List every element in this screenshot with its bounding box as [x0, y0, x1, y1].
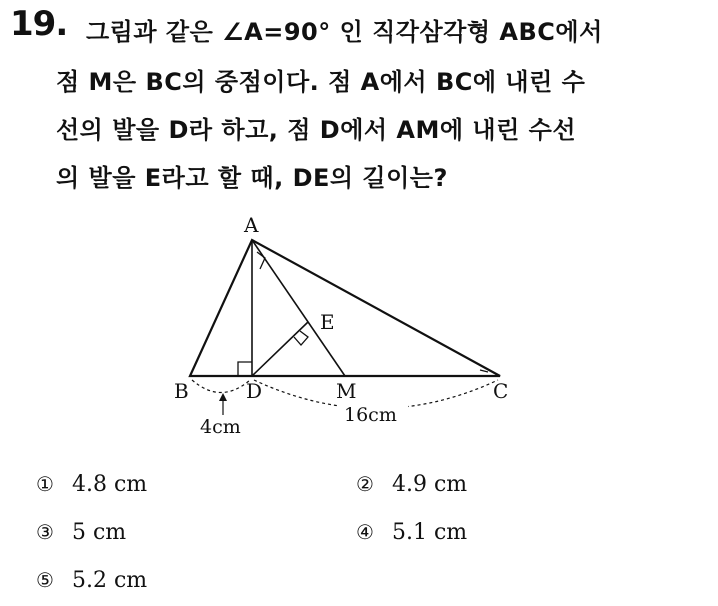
question-line-3: 선의 발을 D라 하고, 점 D에서 AM에 내린 수선	[56, 116, 577, 144]
question-line-4: 의 발을 E라고 할 때, DE의 길이는?	[56, 164, 448, 192]
choice-2[interactable]	[356, 472, 467, 497]
choice-4[interactable]	[356, 520, 467, 545]
choice-mark-5: ⑤	[36, 568, 54, 592]
choice-text-1: 4.8 cm	[72, 472, 148, 497]
label-e: E	[320, 310, 335, 334]
right-angle-a	[257, 252, 265, 269]
label-m: M	[336, 379, 357, 403]
angle-mark-c	[480, 370, 488, 372]
label-dc-length: 16cm	[344, 404, 397, 426]
choice-mark-4: ④	[356, 520, 374, 544]
arc-bd	[192, 380, 250, 393]
label-a: A	[244, 213, 259, 237]
label-c: C	[493, 379, 509, 403]
question-number: 19.	[10, 4, 68, 44]
triangle-figure	[160, 205, 540, 445]
choice-text-2: 4.9 cm	[392, 472, 468, 497]
triangle-abc	[190, 240, 500, 376]
choice-3[interactable]	[36, 520, 126, 545]
choice-1[interactable]	[36, 472, 147, 497]
choice-mark-1: ①	[36, 472, 54, 496]
right-angle-d	[238, 362, 252, 376]
question-line-1: 그림과 같은 ∠A=90° 인 직각삼각형 ABC에서	[86, 18, 603, 46]
label-d: D	[246, 379, 263, 403]
choice-text-3: 5 cm	[72, 520, 127, 545]
segment-de	[252, 322, 308, 376]
label-bd-length: 4cm	[200, 416, 241, 438]
choice-text-5: 5.2 cm	[72, 568, 148, 593]
choice-5[interactable]	[36, 568, 147, 593]
label-b: B	[174, 379, 189, 403]
choice-text-4: 5.1 cm	[392, 520, 468, 545]
question-line-2: 점 M은 BC의 중점이다. 점 A에서 BC에 내린 수	[56, 68, 586, 96]
arrow-head	[219, 393, 227, 401]
choice-mark-2: ②	[356, 472, 374, 496]
median-am	[252, 240, 345, 376]
choice-mark-3: ③	[36, 520, 54, 544]
